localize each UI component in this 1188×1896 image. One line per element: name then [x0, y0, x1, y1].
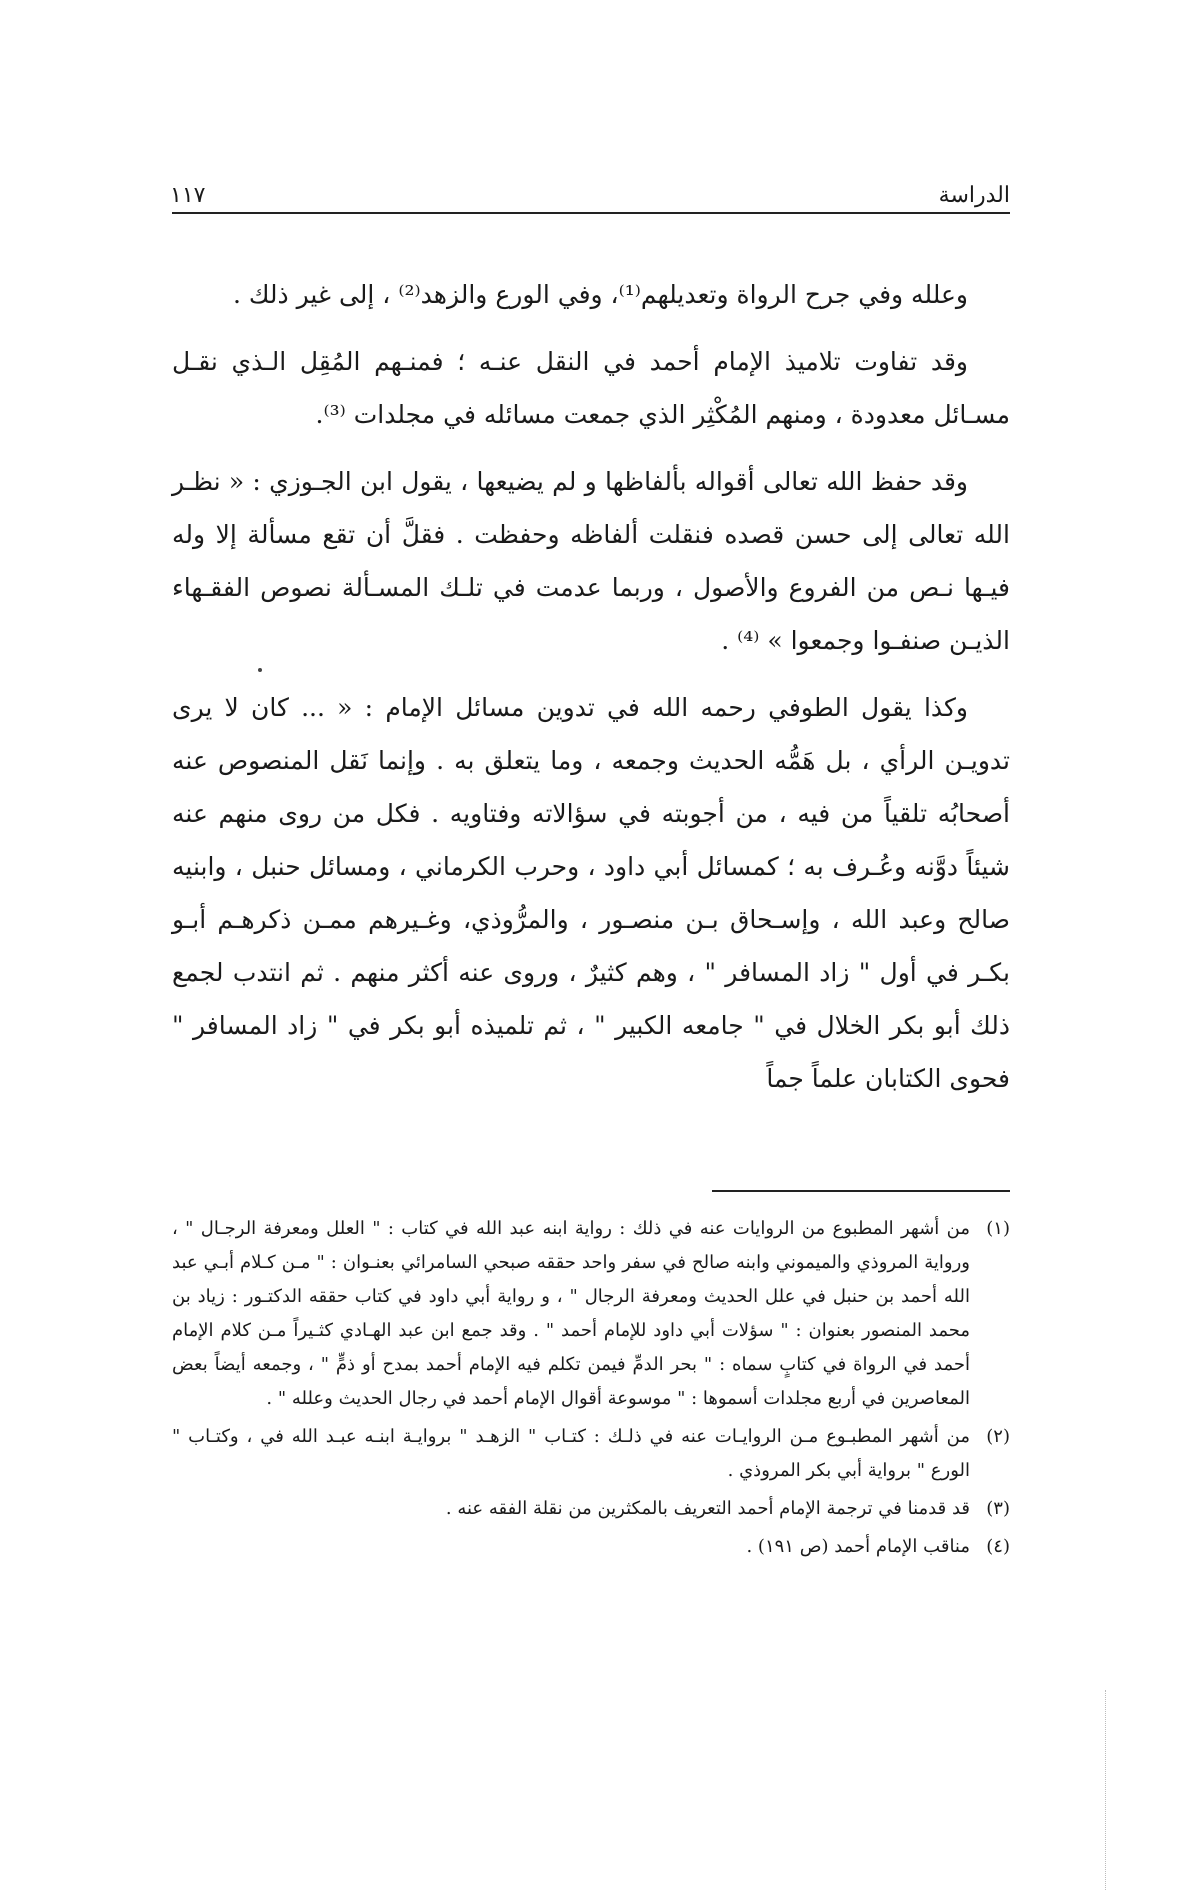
paragraph-4: وكذا يقول الطوفي رحمه الله في تدوين مسائل الإمام : « ... كان لا يرى تدويـن الرأي ، بل هَمُّه الحديث وجمعه ، وما يتعلق به . وإنما نَقل المنصوص عنه أصحابُه تلقياً من فيه ، من أجوبته في سؤالاته وفتاويه . فكل من روى منهم عنه شيئاً دوَّنه وعُـرف به ؛ كمسائل أبي داود ، وحرب الكرماني ، ومسائل حنبل ، وابنيه صالح وعبد الله ، وإسـحاق بـن منصـور ، والمرُّوذي، وغـيرهم ممـن ذكرهـم أبـو بكـر في أول " زاد المسافر " ، وهم كثيرٌ ، وروى عنه أكثر منهم . ثم انتدب لجمع ذلك أبو بكر الخلال في " جامعه الكبير " ، ثم تلميذه أبو بكر في " زاد المسافر " فحوى الكتابان علماً جماً: [172, 693, 1010, 1093]
scan-artifact-line: [1105, 1690, 1106, 1890]
footnote-text: من أشهر المطبوع من الروايات عنه في ذلك : رواية ابنه عبد الله في كتاب : " العلل ومعرفة الرجـال " ، ورواية المروذي والميموني وابنه صالح في سفر واحد حققه صبحي السامرائي بعنـوان : " مـن كـلام أبـي عبد الله أحمد بن حنبل في علل الحديث ومعرفة الرجال " ، و رواية أبي داود في كتاب حققه الدكتـور : زياد بن محمد المنصور بعنوان : " سؤلات أبي داود للإمام أحمد " . وقد جمع ابن عبد الهـادي كثـيراً مـن كلام الإمام أحمد في الرواة في كتابٍ سماه : " بحر الدمِّ فيمن تكلم فيه الإمام أحمد بمدح أو ذمٍّ " ، وجمعه أيضاً بعض المعاصرين في أربع مجلدات أسموها : " موسوعة أقوال الإمام أحمد في رجال الحديث وعلله " .: [172, 1218, 970, 1409]
footnote-1: [172, 1212, 1010, 1416]
footnote-number: (٣): [986, 1498, 1010, 1519]
footnote-text: مناقب الإمام أحمد (ص ١٩١) .: [746, 1536, 970, 1557]
page-number: ١١٧: [170, 183, 206, 208]
footnote-number: (١): [986, 1218, 1010, 1239]
footnote-4: [172, 1530, 1010, 1564]
footnote-text: قد قدمنا في ترجمة الإمام أحمد التعريف بالمكثرين من نقلة الفقه عنه .: [445, 1498, 970, 1519]
footnote-number: (٤): [986, 1536, 1010, 1557]
footnote-3: [172, 1492, 1010, 1526]
scan-speck: [258, 668, 262, 672]
header-divider: [172, 212, 1010, 214]
paragraph-2: وقد تفاوت تلاميذ الإمام أحمد في النقل عنـه ؛ فمنـهم المُقِل الـذي نقـل مسـائل معدودة ، ومنهم المُكْثِر الذي جمعت مسائله في مجلدات ⁽³⁾.: [172, 347, 1010, 429]
footnote-divider: [712, 1190, 1010, 1192]
footnote-text: من أشهر المطبـوع مـن الروايـات عنه في ذلـك : كتـاب " الزهـد " بروايـة ابنـه عبـد الله في ، وكتـاب " الورع " برواية أبي بكر المروذي .: [172, 1426, 970, 1481]
paragraph-1: وعلله وفي جرح الرواة وتعديلهم⁽¹⁾، وفي الورع والزهد⁽²⁾ ، إلى غير ذلك .: [232, 280, 968, 309]
main-text: [172, 268, 1010, 1119]
footnote-number: (٢): [986, 1426, 1010, 1447]
section-title: الدراسة: [938, 183, 1010, 208]
paragraph-3: وقد حفظ الله تعالى أقواله بألفاظها و لم يضيعها ، يقول ابن الجـوزي : « نظـر الله تعالى إلى حسن قصده فنقلت ألفاظه وحفظت . فقلَّ أن تقع مسألة إلا وله فيـها نـص من الفروع والأصول ، وربما عدمت في تلـك المسـألة نصوص الفقـهاء الذيـن صنفـوا وجمعوا » ⁽⁴⁾ .: [172, 467, 1010, 655]
footnote-2: [172, 1420, 1010, 1488]
footnotes: [172, 1212, 1010, 1568]
running-header: [170, 172, 1010, 208]
